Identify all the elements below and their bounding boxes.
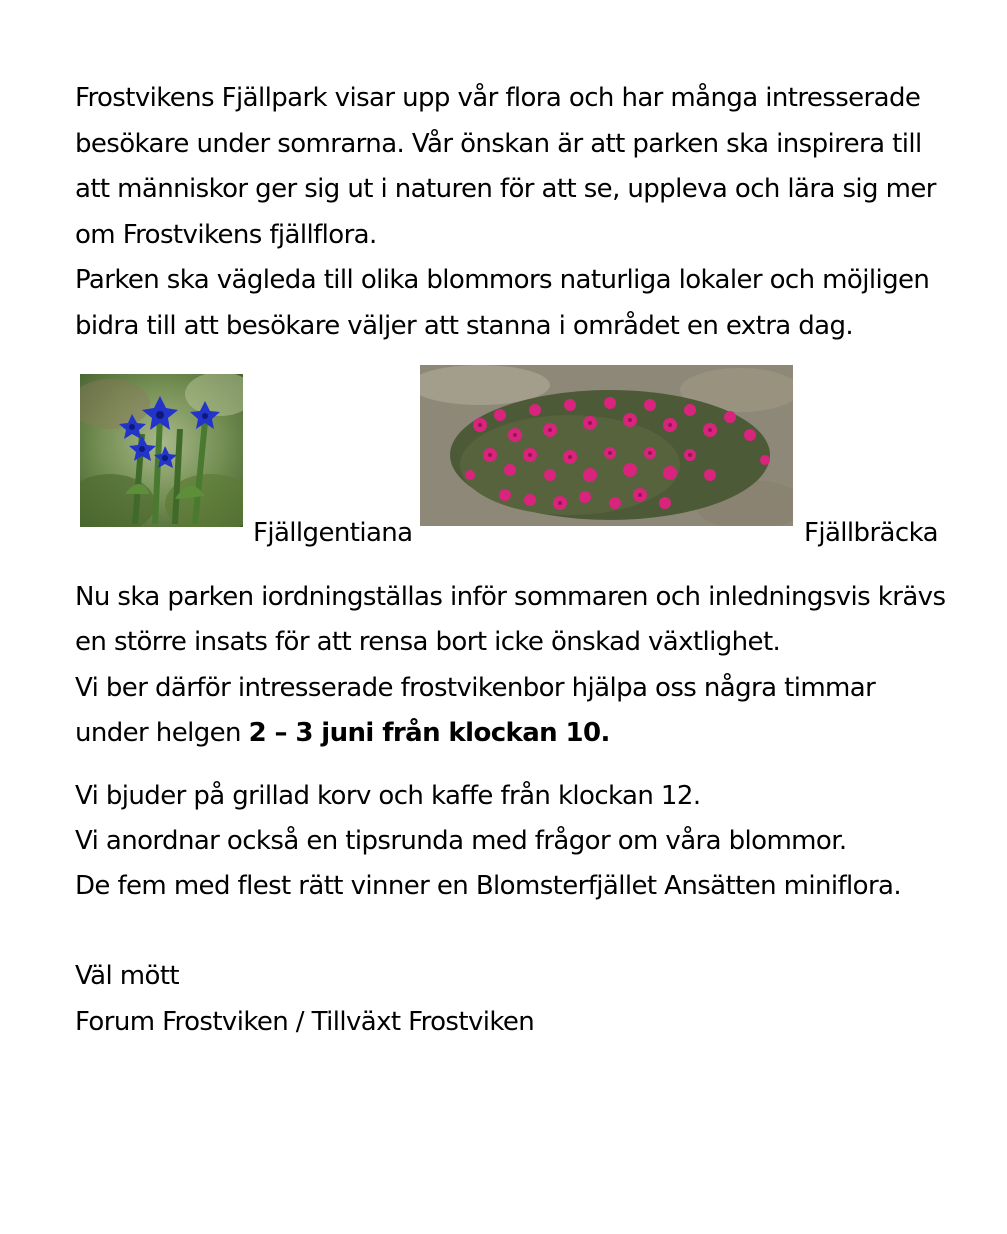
gentian-caption: Fjällgentiana [253,518,413,548]
intro-line: att människor ger sig ut i naturen för att se, uppleva och lära sig mer [75,174,936,204]
offer-line: Vi bjuder på grillad korv och kaffe från klockan 12. [75,781,701,811]
gentian-photo [80,374,243,527]
offer-line: Vi anordnar också en tipsrunda med frågor om våra blommor. [75,826,847,856]
work-date-line [75,718,610,748]
signature-organizations: Forum Frostviken / Tillväxt Frostviken [75,1007,535,1037]
offer-line: De fem med flest rätt vinner en Blomsterfjället Ansätten miniflora. [75,871,902,901]
work-line: en större insats för att rensa bort icke önskad växtlighet. [75,627,781,657]
intro-line: om Frostvikens fjällflora. [75,220,377,250]
intro-line: Frostvikens Fjällpark visar upp vår flora och har många intresserade [75,83,921,113]
intro-line: besökare under somrarna. Vår önskan är att parken ska inspirera till [75,129,922,159]
work-line: Nu ska parken iordningställas inför sommaren och inledningsvis krävs [75,582,946,612]
work-line: Vi ber därför intresserade frostvikenbor hjälpa oss några timmar [75,673,876,703]
saxifrage-photo [420,365,793,526]
work-date-highlight: 2 – 3 juni från klockan 10. [248,718,610,748]
intro-line: bidra till att besökare väljer att stanna i området en extra dag. [75,311,854,341]
saxifrage-caption: Fjällbräcka [804,518,938,548]
intro-line: Parken ska vägleda till olika blommors naturliga lokaler och möjligen [75,265,930,295]
signature-greeting: Väl mött [75,961,180,991]
work-date-prefix: under helgen [75,718,249,748]
